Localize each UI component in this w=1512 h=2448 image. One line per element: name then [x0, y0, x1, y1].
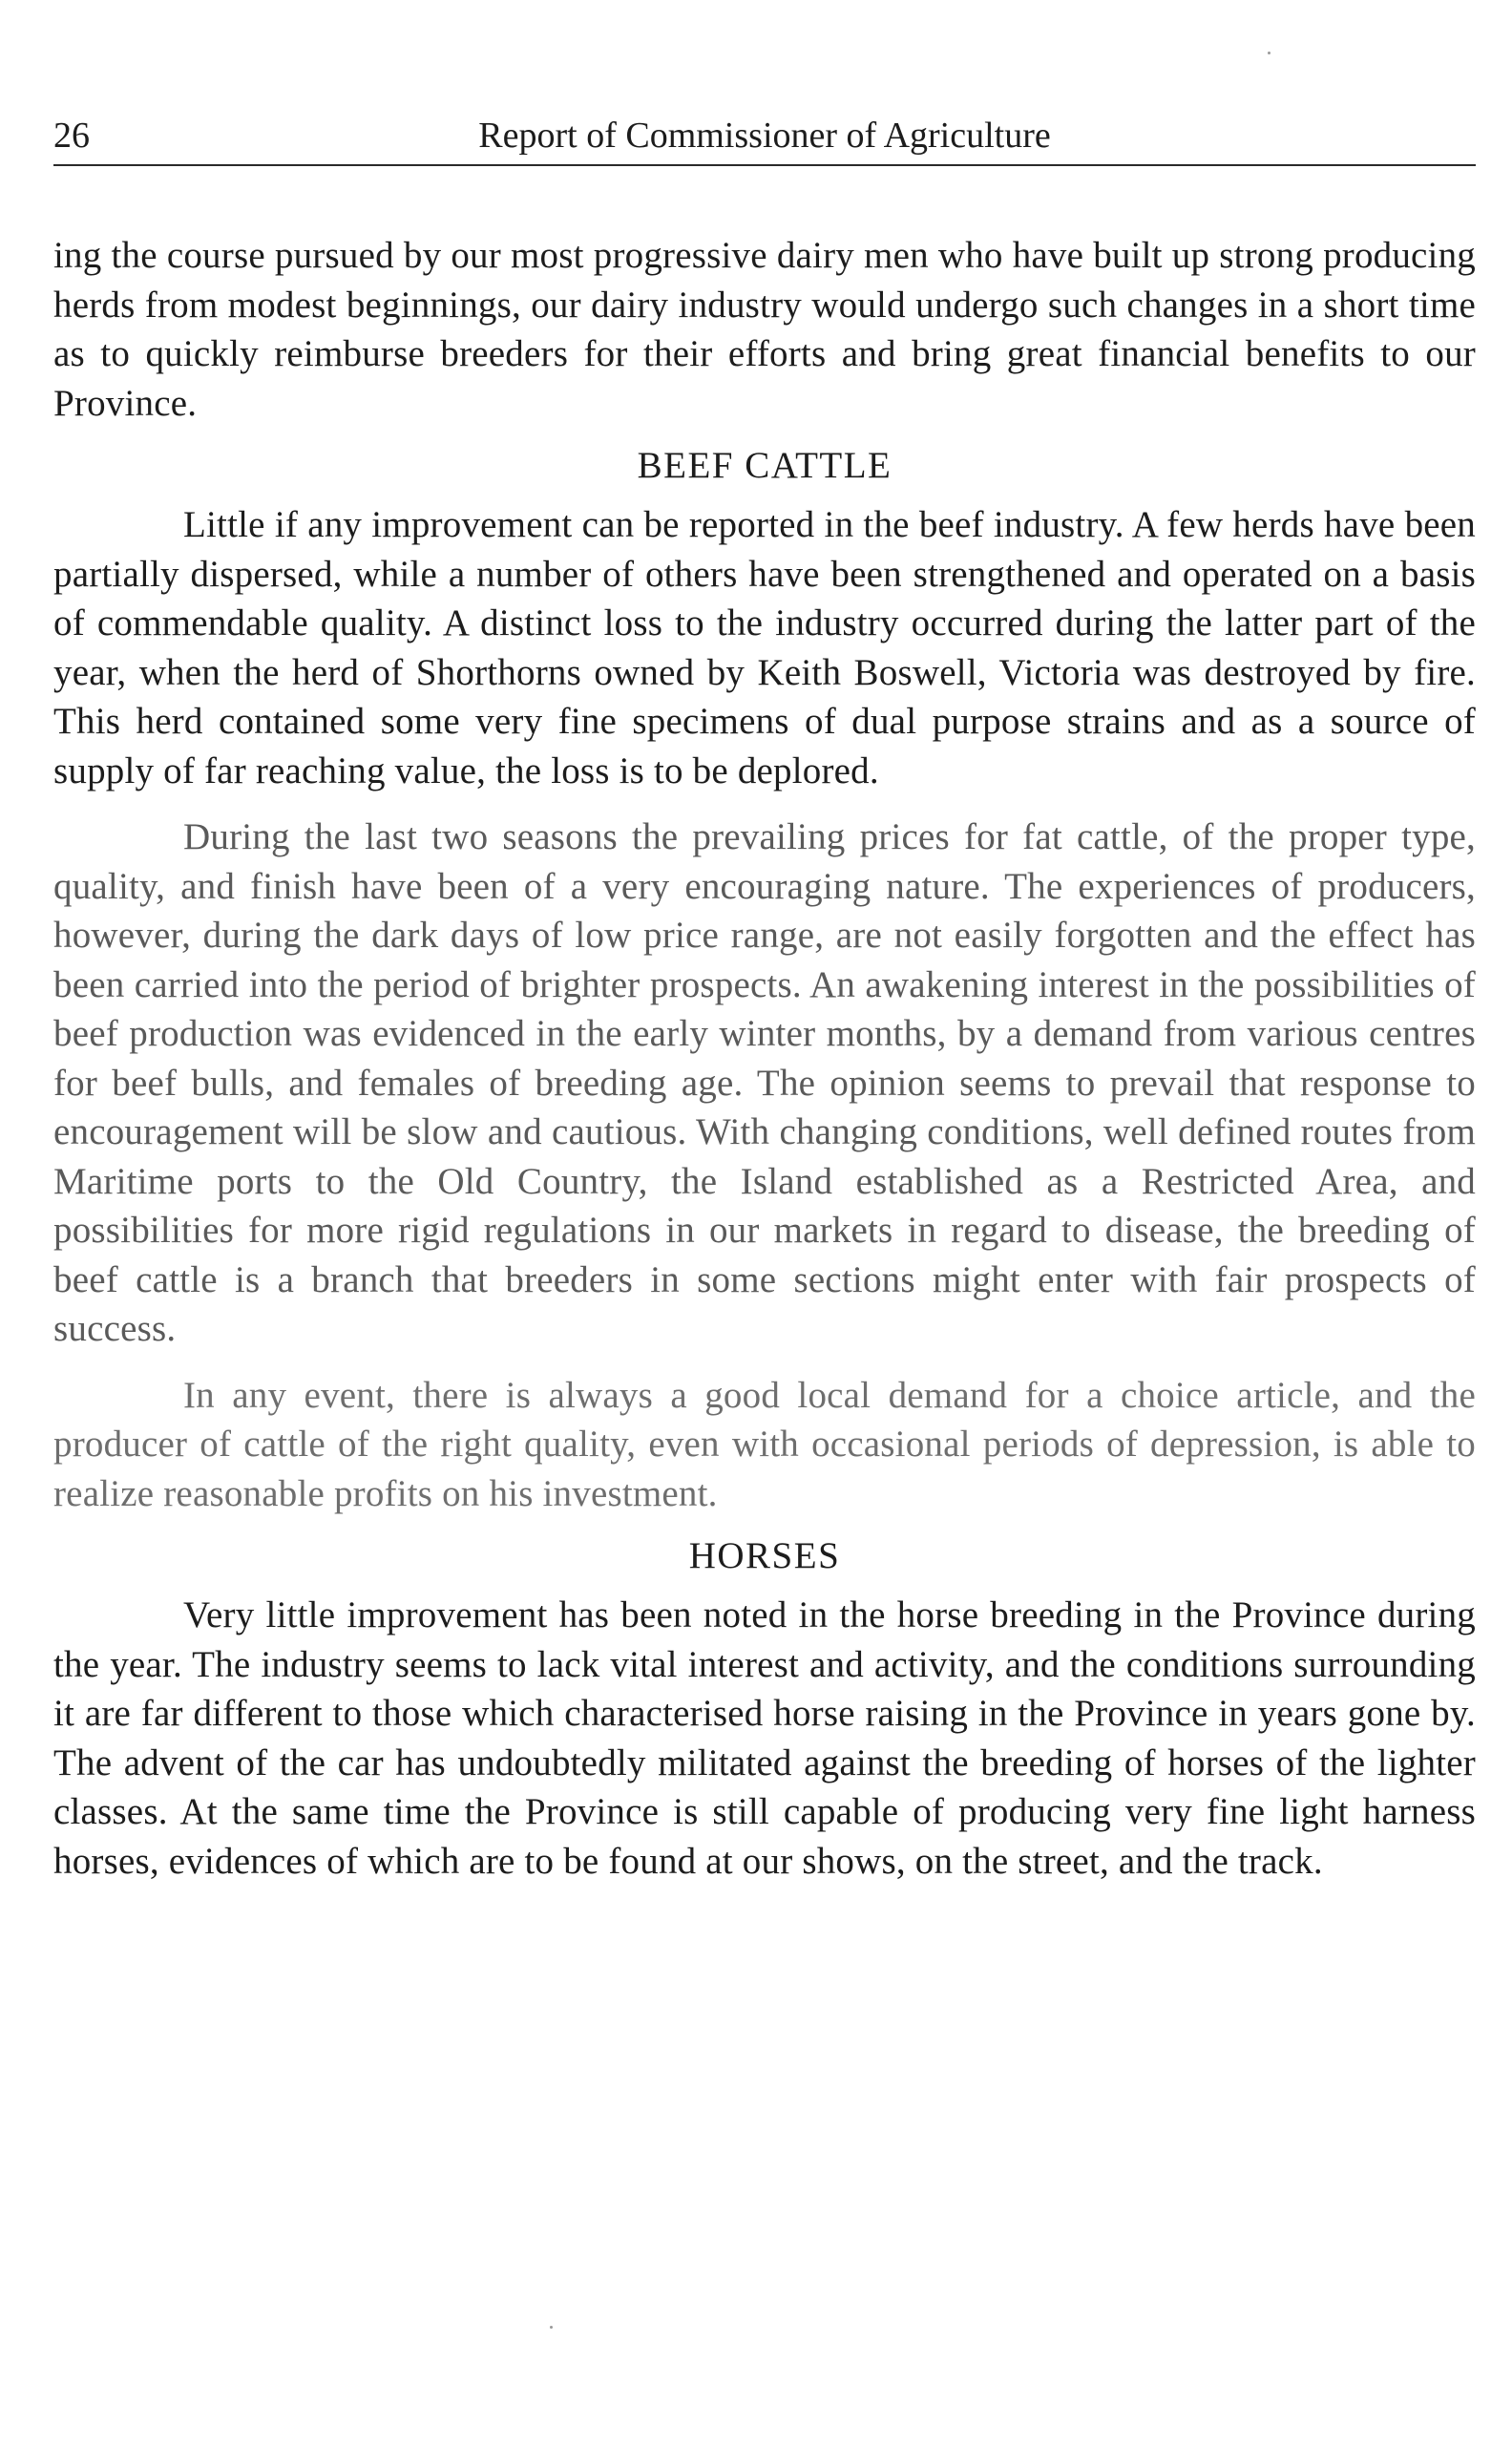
body-text — [53, 231, 1476, 1886]
section-heading-horses: HORSES — [688, 1535, 841, 1576]
paragraph-beef-1: Little if any improvement can be reported in the beef industry. A few herds have been partially dispersed, while a number of others have been strengthened and operated on a basis of commendable quality. A distinct loss to the industry occurred during the latter part of the year, when the herd of Shorthorns owned by Keith Boswell, Victoria was destroyed by fire. This herd contained some very fine specimens of dual purpose strains and as a source of supply of far reaching value, the loss is to be deplored. — [53, 504, 1476, 791]
page-header — [53, 105, 1476, 166]
page-number: 26 — [53, 116, 90, 156]
paragraph-beef-2: During the last two seasons the prevailing prices for fat cattle, of the proper type, quality, and finish have been of a very encouraging nature. The experiences of producers, however, during the dark days of low price range, are not easily forgotten and the effect has been carried into the period of brighter prospects. An awakening interest in the possibilities of beef production was evidenced in the early winter months, by a demand from various centres for beef bulls, and females of breeding age. The opinion seems to prevail that response to encouragement will be slow and cautious. With changing conditions, well defined routes from Maritime ports to the Old Country, the Island established as a Restricted Area, and possibilities for more rigid regulations in our markets in regard to disease, the breeding of beef cattle is a branch that breeders in some sections might enter with fair prospects of success. — [53, 816, 1476, 1349]
scan-speck — [1268, 52, 1270, 54]
paragraph-beef-3: In any event, there is always a good local demand for a choice article, and the producer of cattle of the right quality, even with occasional periods of depression, is able to realize reasonable profits on his investment. — [53, 1374, 1476, 1514]
paragraph-intro: ing the course pursued by our most progressive dairy men who have built up strong producing herds from modest beginnings, our dairy industry would undergo such changes in a short time as to quickly reimburse breeders for their efforts and bring great financial benefits to our Province. — [53, 235, 1476, 424]
document-page — [53, 105, 1476, 1886]
section-heading-beef-cattle: BEEF CATTLE — [637, 445, 892, 486]
scan-speck — [550, 2326, 553, 2329]
paragraph-horses-1: Very little improvement has been noted in the horse breeding in the Province during the year. The industry seems to lack vital interest and activity, and the conditions surrounding it are far different to those which characterised horse raising in the Province in years gone by. The advent of the car has undoubtedly militated against the breeding of horses of the lighter classes. At the same time the Province is still capable of producing very fine light harness horses, evidences of which are to be found at our shows, on the street, and the track. — [53, 1594, 1476, 1882]
running-head: Report of Commissioner of Agriculture — [478, 116, 1051, 156]
